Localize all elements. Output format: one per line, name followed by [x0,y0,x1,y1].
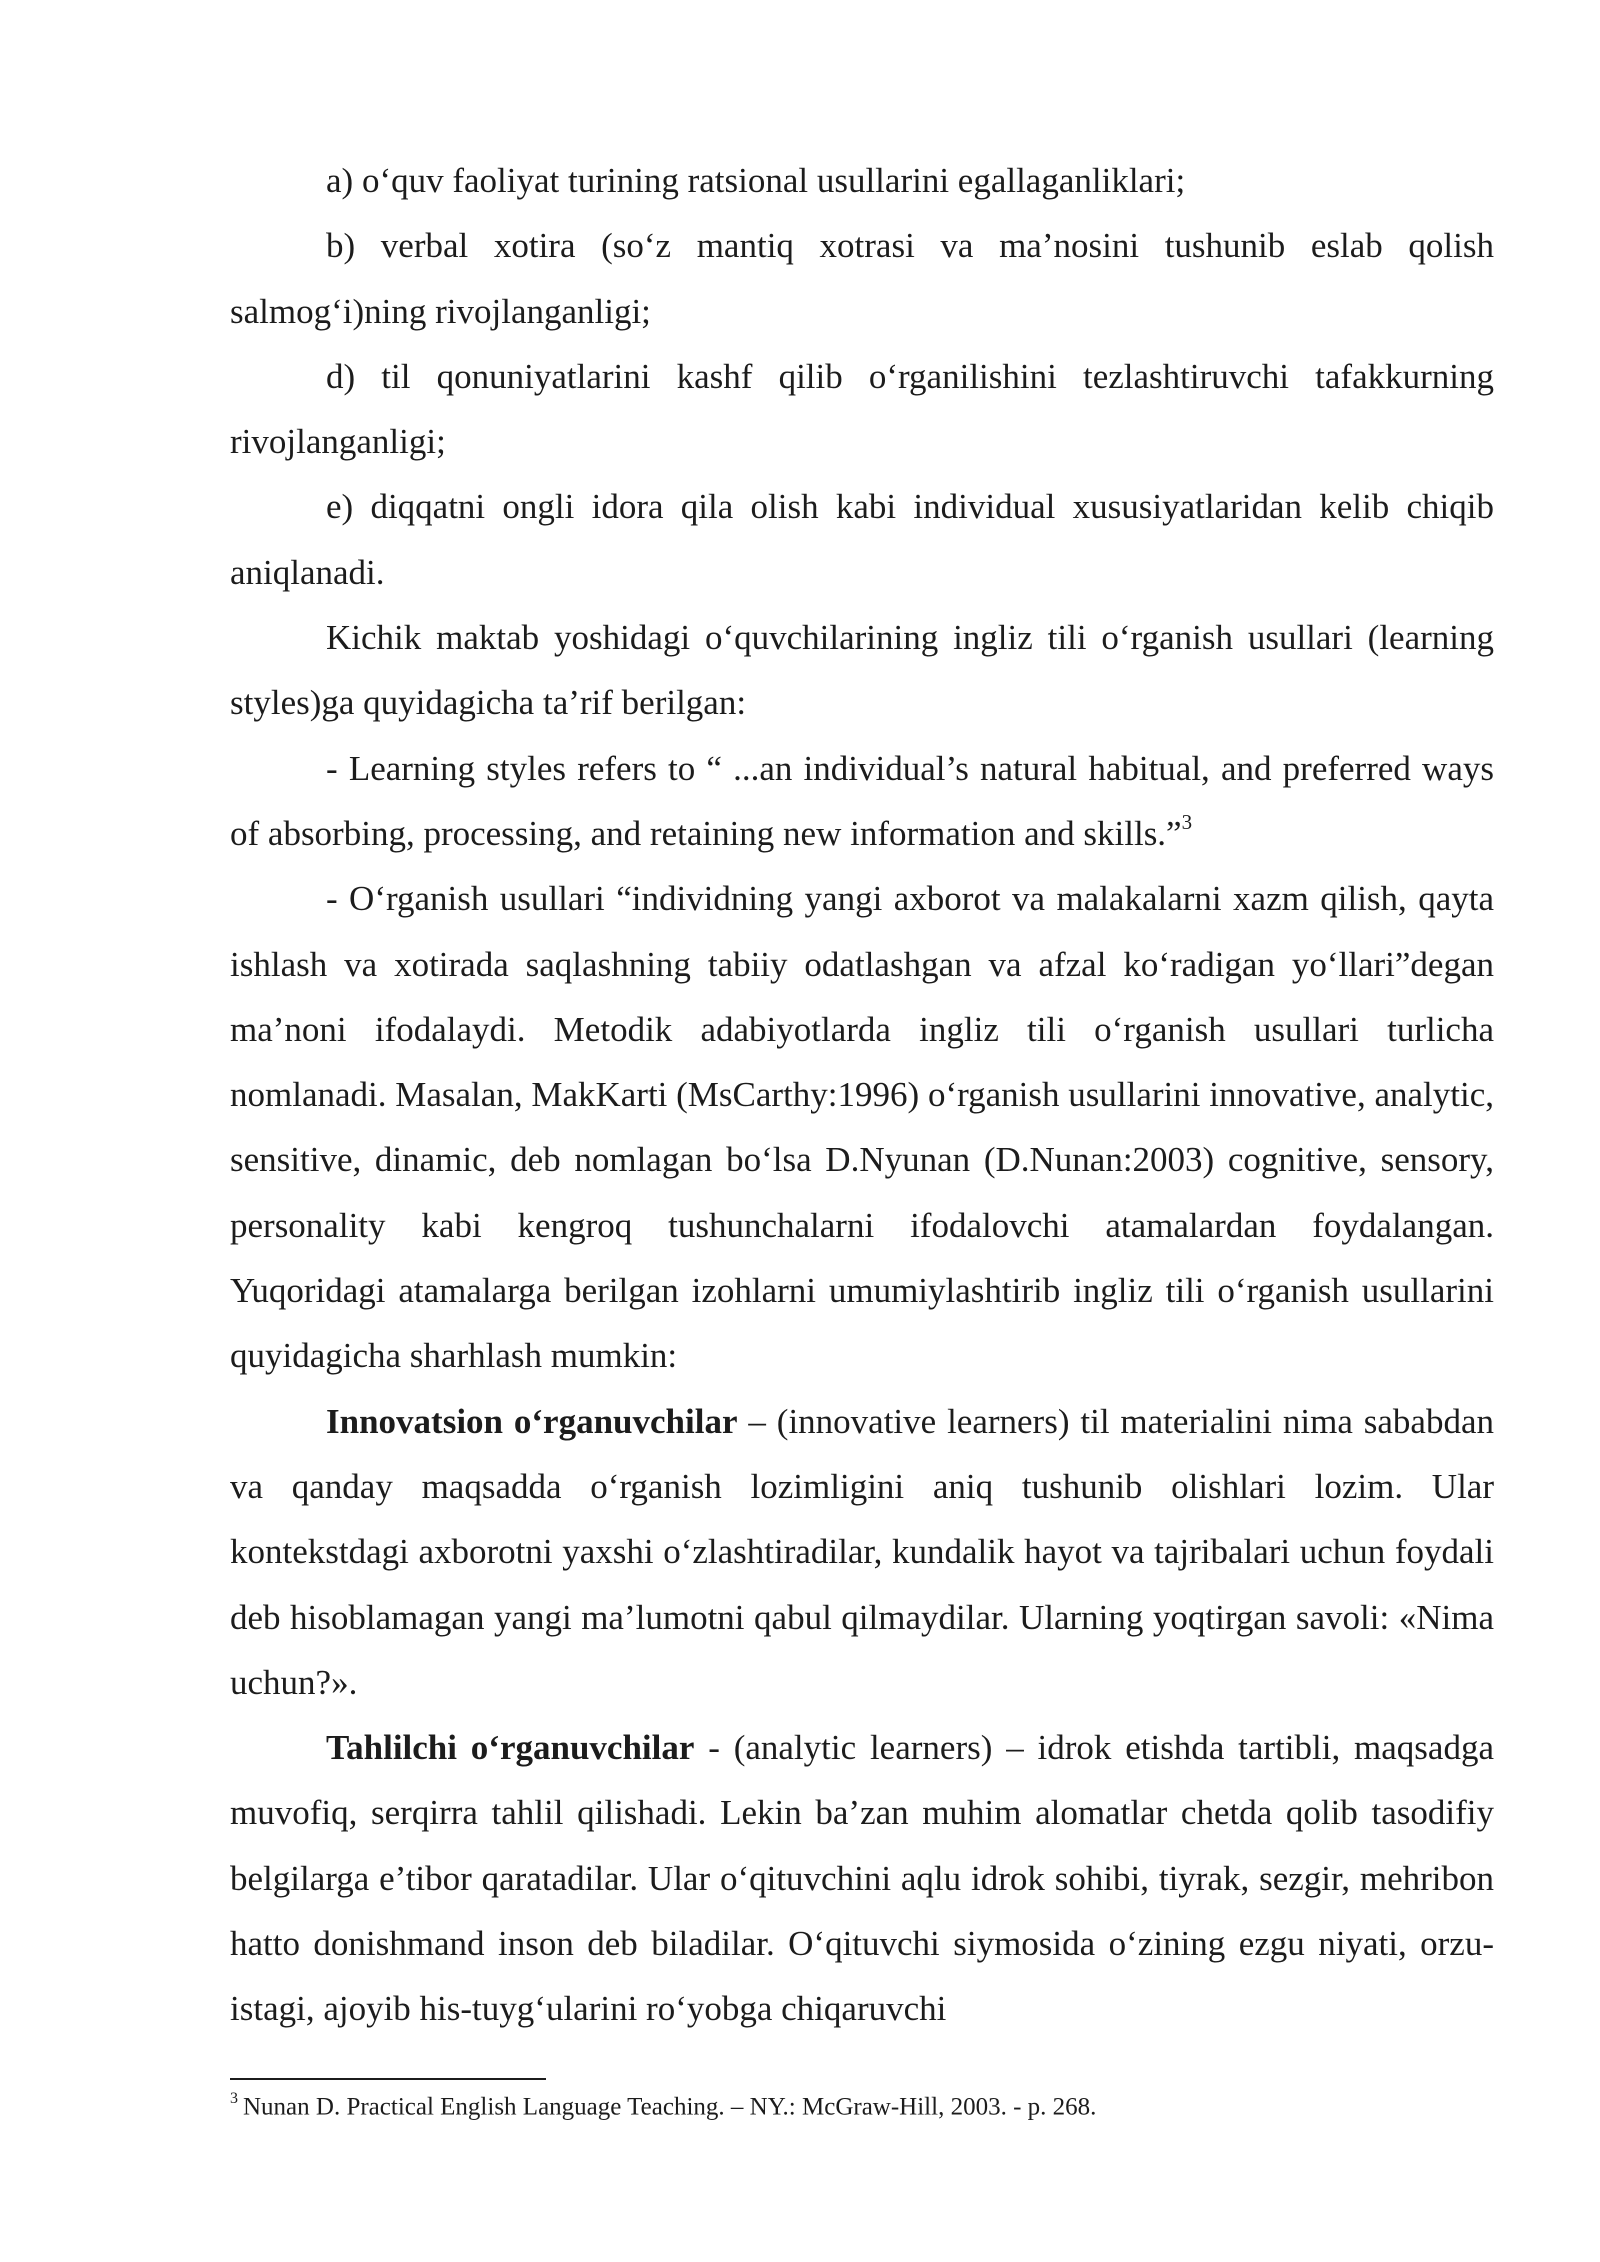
list-item-a: a) o‘quv faoliyat turining ratsional usullarini egallaganliklari; [326,161,1186,200]
footnote [230,2084,1494,2124]
paragraph-learning-styles-intro: Kichik maktab yoshidagi o‘quvchilarining ingliz tili o‘rganish usullari (learning styles)ga quyidagicha ta’rif berilgan: [230,618,1494,723]
list-item-b: b) verbal xotira (so‘z mantiq xotrasi va ma’nosini tushunib eslab qolish salmog‘i)ning rivojlanganligi; [230,226,1494,331]
analytic-learners-text: - (analytic learners) – idrok etishda tartibli, maqsadga muvofiq, serqirra tahlil qilishadi. Lekin ba’zan muhim alomatlar chetda qolib tasodifiy belgilarga e’tibor qaratadilar. Ular o‘qituvchini aqlu idrok sohibi, tiyrak, sezgir, mehribon hatto donishmand inson deb biladilar. O‘qituvchi siymosida o‘zining ezgu niyati, orzu-istagi, ajoyib his-tuyg‘ularini ro‘yobga chiqaruvchi [230,1728,1494,2029]
term-innovative-learners: Innovatsion o‘rganuvchilar [326,1401,738,1441]
list-item-e: e) diqqatni ongli idora qila olish kabi individual xususiyatlaridan kelib chiqib aniqlanadi. [230,487,1494,592]
document-body [230,148,1494,2042]
paragraph-learning-methods: - O‘rganish usullari “individning yangi axborot va malakalarni xazm qilish, qayta ishlash va xotirada saqlashning tabiiy odatlashgan va afzal ko‘radigan yo‘llari”degan ma’noni ifodalaydi. Metodik adabiyotlarda ingliz tili o‘rganish usullari turlicha nomlanadi. Masalan, MakKarti (MsCarthy:1996) o‘rganish usullarini innovative, analytic, sensitive, dinamic, deb nomlagan bo‘lsa D.Nyunan (D.Nunan:2003) cognitive, sensory, personality kabi kengroq tushunchalarni ifodalovchi atamalardan foydalangan. Yuqoridagi atamalarga berilgan izohlarni umumiylashtirib ingliz tili o‘rganish usullarini quyidagicha sharhlash mumkin: [230,879,1494,1376]
list-item-d: d) til qonuniyatlarini kashf qilib o‘rganilishini tezlashtiruvchi tafakkurning rivojlanganligi; [230,356,1494,462]
footnote-number: 3 [230,2090,238,2107]
term-analytic-learners: Tahlilchi o‘rganuvchilar [326,1728,695,1768]
footnote-reference[interactable]: 3 [1181,810,1193,835]
footnote-separator [230,2078,546,2080]
definition-text: - Learning styles refers to “ ...an individual’s natural habitual, and preferred ways of absorbing, processing, and retaining new information and skills.” [230,748,1494,853]
paragraph-innovative-learners [230,1389,1494,1715]
footnote-text: Nunan D. Practical English Language Teaching. – NY.: McGraw-Hill, 2003. - p. 268. [243,2093,1097,2121]
paragraph-analytic-learners [230,1715,1494,2041]
paragraph-learning-styles-definition [230,736,1494,867]
innovative-learners-text: – (innovative learners) til materialini nima sababdan va qanday maqsadda o‘rganish lozimligini aniq tushunib olishlari lozim. Ular kontekstdagi axborotni yaxshi o‘zlashtiradilar, kundalik hayot va tajribalari uchun foydali deb hisoblamagan yangi ma’lumotni qabul qilmaydilar. Ularning yoqtirgan savoli: «Nima uchun?». [230,1401,1495,1702]
